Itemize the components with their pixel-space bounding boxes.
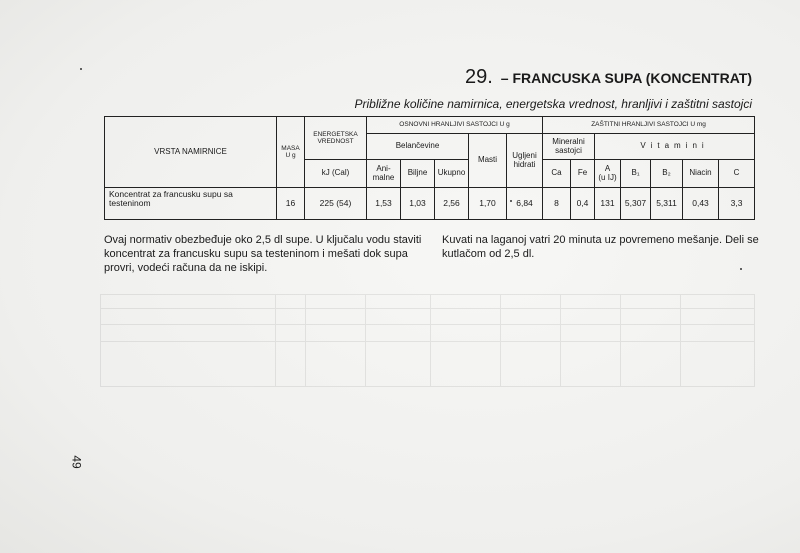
- header-animalne: Ani- malne: [367, 160, 401, 188]
- bleed-through-title: [305, 446, 755, 468]
- header-vrsta: VRSTA NAMIRNICE: [105, 117, 277, 188]
- cell-masti: 1,70: [469, 188, 507, 220]
- header-a: [595, 160, 621, 188]
- cell-animalne: 1,53: [367, 188, 401, 220]
- cell-biljne: 1,03: [401, 188, 435, 220]
- header-masa-label: MASA: [281, 144, 300, 152]
- cell-masa: 16: [277, 188, 305, 220]
- header-a-unit: (u IJ): [598, 172, 617, 182]
- header-c: C: [719, 160, 755, 188]
- cell-niacin: 0,43: [683, 188, 719, 220]
- page-number: 49: [69, 455, 84, 469]
- cell-ukupno: 2,56: [435, 188, 469, 220]
- cell-a: 131: [595, 188, 621, 220]
- header-fe: Fe: [571, 160, 595, 188]
- cell-ugljeni: 6,84: [507, 188, 543, 220]
- table-row: [105, 188, 755, 220]
- header-vitamini: Vitamini: [595, 134, 755, 160]
- notes-left: Ovaj normativ obezbeđuje oko 2,5 dl supe. U ključalu vodu staviti koncentrat za francusku supu sa testeninom i mešati dok supa provri, vodeći računa da ne iskipi.: [104, 234, 422, 274]
- nutrition-table: [104, 116, 755, 220]
- cell-ca: 8: [543, 188, 571, 220]
- header-zastitni: ZAŠTITNI HRANLJIVI SASTOJCI U mg: [543, 117, 755, 134]
- cell-energy: 225 (54): [305, 188, 367, 220]
- header-ugljeni: Ugljeni hidrati: [507, 134, 543, 188]
- recipe-title-text: – FRANCUSKA SUPA (KONCENTRAT): [500, 70, 752, 86]
- header-niacin: Niacin: [683, 160, 719, 188]
- notes-right: Kuvati na laganoj vatri 20 minuta uz povremeno mešanje. Deli se kutlačom od 2,5 dl.: [442, 234, 759, 260]
- header-b2: B₂: [651, 160, 683, 188]
- header-masti: Masti: [469, 134, 507, 188]
- header-mineralni: Mineralni sastojci: [543, 134, 595, 160]
- header-b1: B₁: [621, 160, 651, 188]
- header-a-label: A: [604, 163, 611, 173]
- speck: [510, 200, 512, 202]
- header-biljne: Biljne: [401, 160, 435, 188]
- header-belancevine: Belančevine: [367, 134, 469, 160]
- header-ca: Ca: [543, 160, 571, 188]
- header-masa: [277, 117, 305, 188]
- cell-c: 3,3: [719, 188, 755, 220]
- cell-fe: 0,4: [571, 188, 595, 220]
- header-kj-cal: kJ (Cal): [305, 160, 367, 188]
- header-ukupno: Ukupno: [435, 160, 469, 188]
- header-masa-unit: U g: [285, 152, 296, 159]
- recipe-number: 29.: [464, 66, 493, 88]
- speck: [80, 68, 82, 70]
- cell-name: Koncentrat za francusku supu sa testeninom: [105, 188, 277, 220]
- header-osnovni: OSNOVNI HRANLJIVI SASTOJCI U g: [367, 117, 543, 134]
- bleed-through-table: [100, 286, 755, 436]
- cell-b2: 5,311: [651, 188, 683, 220]
- header-energetska: ENERGETSKA VREDNOST: [305, 117, 367, 160]
- recipe-title: [465, 66, 752, 89]
- speck: [740, 268, 742, 270]
- recipe-subtitle: Približne količine namirnica, energetska vrednost, hranljivi i zaštitni sastojci: [354, 97, 752, 111]
- cell-b1: 5,307: [621, 188, 651, 220]
